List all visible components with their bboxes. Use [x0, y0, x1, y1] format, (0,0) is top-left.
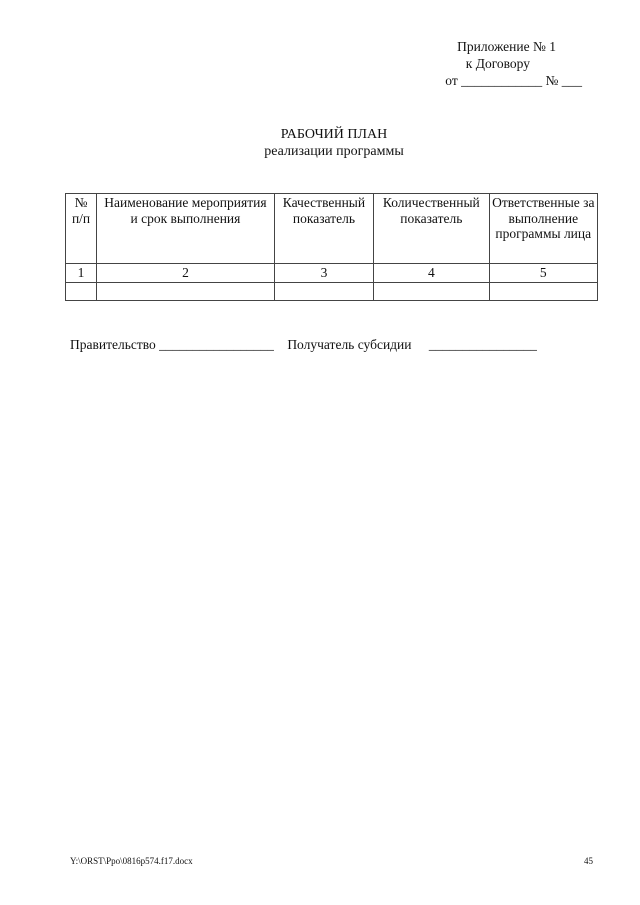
document-title-block	[0, 126, 640, 160]
numbering-cell: 2	[97, 264, 275, 283]
table-cell	[489, 282, 597, 300]
appendix-contract-ref: к Договору	[465, 56, 530, 71]
header-cell-responsible: Ответственные за выполнение программы лица	[489, 194, 597, 264]
table-cell	[97, 282, 275, 300]
work-plan-table	[65, 193, 598, 301]
document-subtitle: реализации программы	[264, 144, 404, 159]
footer-file-path: Y:\ORST\Ppo\0816p574.f17.docx	[70, 856, 193, 866]
numbering-cell: 1	[66, 264, 97, 283]
table-cell	[374, 282, 489, 300]
appendix-date-number-line: от ____________ № ___	[445, 73, 582, 88]
table-header-row	[66, 194, 598, 264]
table-cell	[274, 282, 373, 300]
recipient-signature-line: ________________	[428, 337, 537, 352]
appendix-number: Приложение № 1	[457, 39, 556, 54]
document-title: РАБОЧИЙ ПЛАН	[280, 127, 388, 142]
table-cell	[66, 282, 97, 300]
footer-page-number: 45	[584, 856, 593, 866]
header-cell-number: № п/п	[66, 194, 97, 264]
signature-block	[70, 337, 590, 353]
numbering-cell: 4	[374, 264, 489, 283]
government-signature-line: Правительство _________________	[70, 337, 274, 352]
recipient-label: Получатель субсидии	[287, 337, 412, 352]
numbering-cell: 5	[489, 264, 597, 283]
appendix-header	[382, 38, 582, 89]
numbering-cell: 3	[274, 264, 373, 283]
header-cell-quality: Качественный показатель	[274, 194, 373, 264]
header-cell-activity: Наименование мероприятия и срок выполнения	[97, 194, 275, 264]
header-cell-quantity: Количественный показатель	[374, 194, 489, 264]
table-row	[66, 282, 598, 300]
table-numbering-row	[66, 264, 598, 283]
